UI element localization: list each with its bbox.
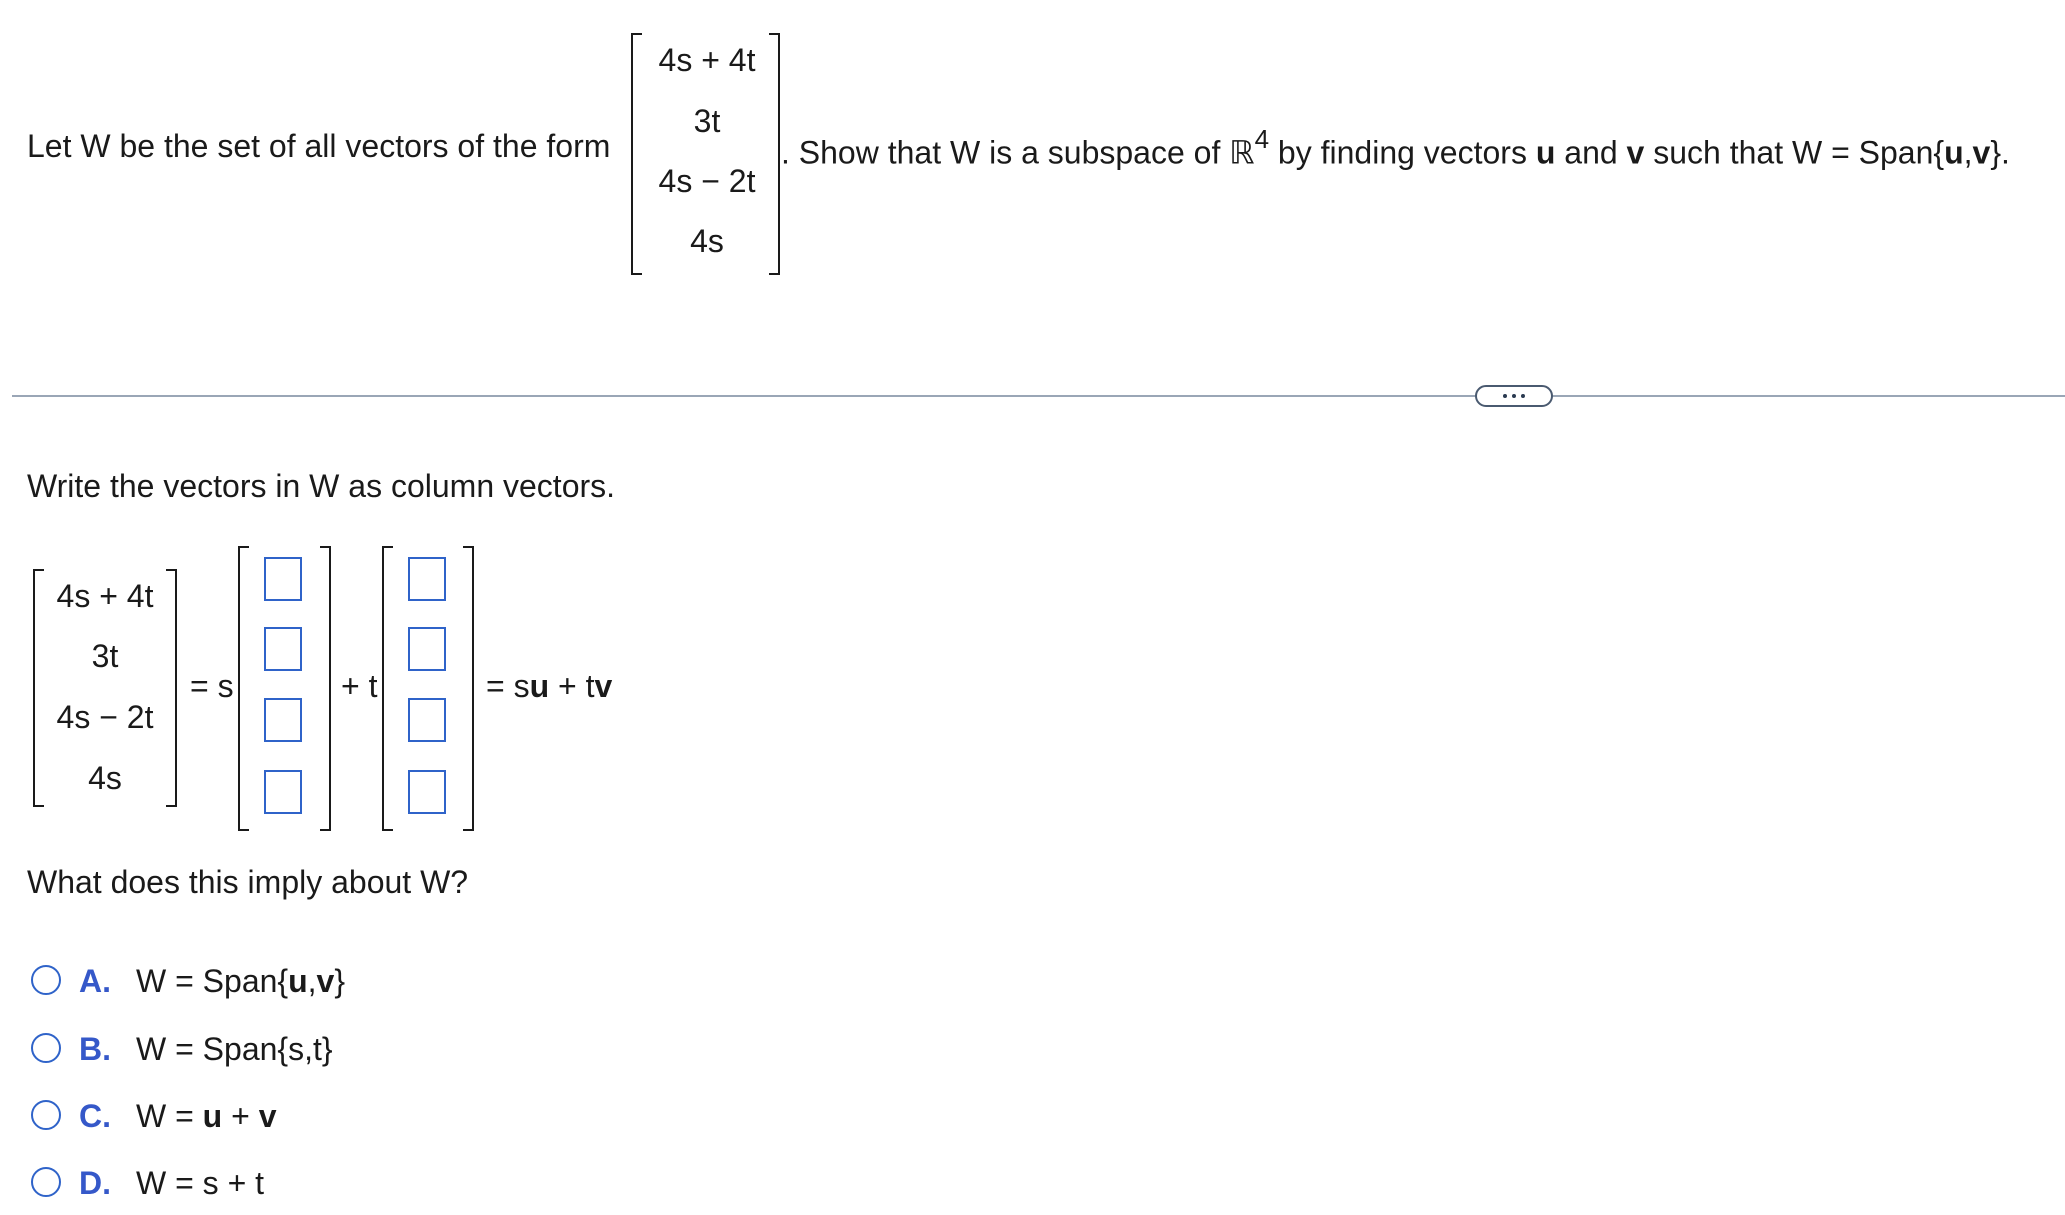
option-b-radio[interactable] — [31, 1033, 61, 1063]
option-c-letter: C. — [79, 1098, 111, 1134]
option-a-text: W = Span{u,v} — [136, 963, 346, 999]
right-bracket-lhs-vector — [164, 568, 178, 808]
right-bracket-u-vector — [318, 545, 332, 832]
v-entry-4-input[interactable] — [408, 770, 446, 814]
ellipsis-icon — [1503, 394, 1507, 398]
v-entry-2-input[interactable] — [408, 627, 446, 671]
option-b-letter: B. — [79, 1031, 111, 1067]
option-d-letter: D. — [79, 1165, 111, 1201]
option-c-radio[interactable] — [31, 1100, 61, 1130]
top-vector-entry-2: 3t — [693, 103, 721, 139]
left-bracket-u-vector — [237, 545, 251, 832]
top-vector-entry-3: 4s − 2t — [658, 163, 756, 199]
lhs-entry-2: 3t — [91, 638, 119, 674]
option-a-letter: A. — [79, 963, 111, 999]
su-plus-tv-label: = su + tv — [486, 668, 613, 704]
implication-question: What does this imply about W? — [27, 864, 469, 900]
u-entry-1-input[interactable] — [264, 557, 302, 601]
lhs-entry-1: 4s + 4t — [56, 578, 154, 614]
instruction-text: Write the vectors in W as column vectors. — [27, 468, 616, 504]
real-space-symbol: ℝ — [1229, 134, 1255, 171]
left-bracket-v-vector — [381, 545, 395, 832]
lhs-entry-3: 4s − 2t — [56, 699, 154, 735]
section-divider — [12, 395, 2065, 397]
option-c-text: W = u + v — [136, 1098, 277, 1134]
u-entry-4-input[interactable] — [264, 770, 302, 814]
option-d-text: W = s + t — [136, 1165, 265, 1201]
space-exponent: 4 — [1254, 124, 1270, 154]
v-entry-3-input[interactable] — [408, 698, 446, 742]
u-entry-2-input[interactable] — [264, 627, 302, 671]
intro-text: Let W be the set of all vectors of the form — [27, 128, 611, 164]
statement-text: . Show that W is a subspace of ℝ$^4$ by finding vectors u and v such that W = Span{u,v}. — [781, 124, 2010, 171]
v-entry-1-input[interactable] — [408, 557, 446, 601]
u-entry-3-input[interactable] — [264, 698, 302, 742]
top-vector-entry-1: 4s + 4t — [658, 42, 756, 78]
lhs-entry-4: 4s — [88, 760, 122, 796]
right-bracket-top-vector — [767, 32, 781, 276]
option-d-radio[interactable] — [31, 1167, 61, 1197]
top-vector-entry-4: 4s — [690, 223, 724, 259]
option-b-text: W = Span{s,t} — [136, 1031, 333, 1067]
more-options-button[interactable] — [1475, 385, 1553, 407]
equals-s-label: = s — [190, 668, 234, 704]
option-a-radio[interactable] — [31, 965, 61, 995]
right-bracket-v-vector — [461, 545, 475, 832]
plus-t-label: + t — [341, 668, 378, 704]
